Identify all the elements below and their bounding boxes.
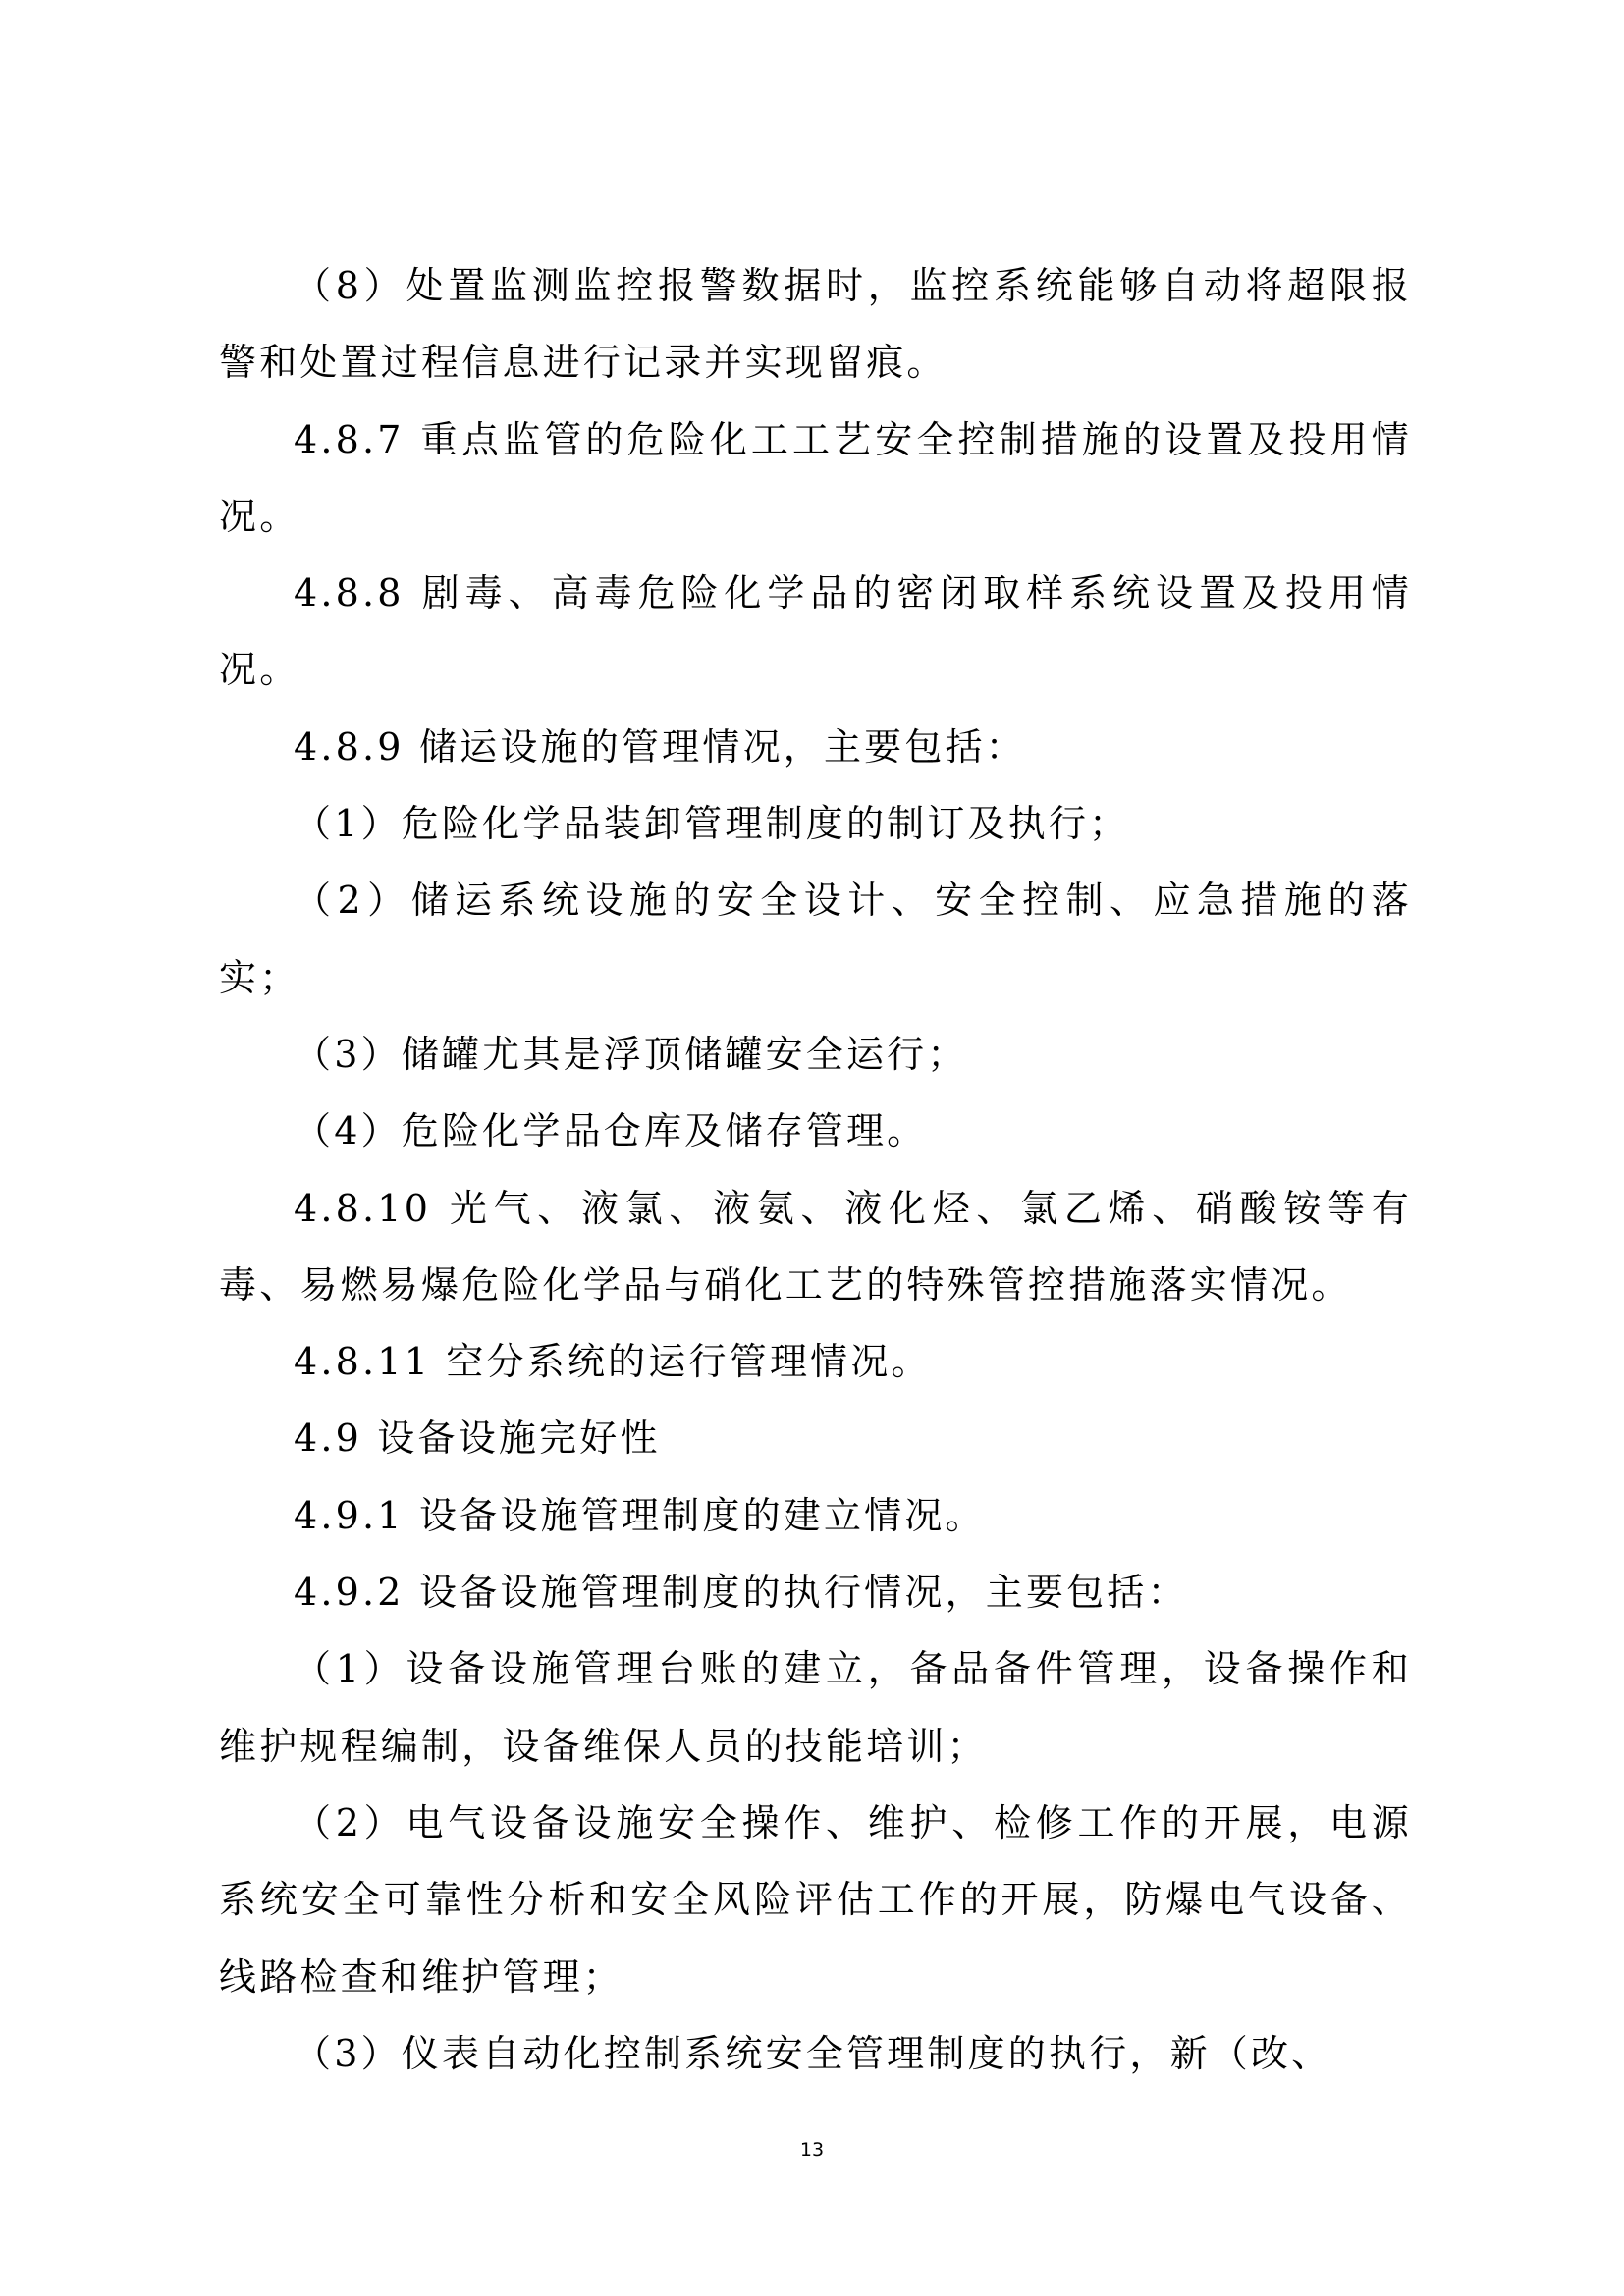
paragraph-4-9-2: 4.9.2 设备设施管理制度的执行情况，主要包括： [294,1571,1188,1615]
page-number: 13 [799,2139,825,2161]
paragraph-4-9-1: 4.9.1 设备设施管理制度的建立情况。 [294,1493,986,1537]
paragraph-4-9-2-item-1: （1）设备设施管理台账的建立，备品备件管理，设备操作和维护规程编制，设备维保人员的技能培训； [219,1647,1412,1768]
paragraph-4-8-8: 4.8.8 剧毒、高毒危险化学品的密闭取样系统设置及投用情况。 [219,571,1412,692]
paragraph-4-8-7: 4.8.7 重点监管的危险化工工艺安全控制措施的设置及投用情况。 [219,417,1412,538]
section-heading-4-9: 4.9 设备设施完好性 [294,1416,661,1461]
paragraph-4-8-9-item-1: （1）危险化学品装卸管理制度的制订及执行； [294,802,1130,846]
paragraph-4-8-9-item-2: （2）储运系统设施的安全设计、安全控制、应急措施的落实； [219,879,1412,999]
paragraph-4-8-9: 4.8.9 储运设施的管理情况，主要包括： [294,724,1026,769]
paragraph-4-8-11: 4.8.11 空分系统的运行管理情况。 [294,1340,932,1384]
paragraph-4-8-9-item-3: （3）储罐尤其是浮顶储罐安全运行； [294,1032,968,1076]
paragraph-4-9-2-item-2: （2）电气设备设施安全操作、维护、检修工作的开展，电源系统安全可靠性分析和安全风险评估工作的开展，防爆电气设备、线路检查和维护管理； [219,1800,1412,1999]
paragraph-4-8-10: 4.8.10 光气、液氯、液氨、液化烃、氯乙烯、硝酸铵等有毒、易燃易爆危险化学品与硝化工艺的特殊管控措施落实情况。 [219,1186,1412,1307]
paragraph-8-alarm-data: （8）处置监测监控报警数据时，监控系统能够自动将超限报警和处置过程信息进行记录并实现留痕。 [219,264,1412,385]
paragraph-4-8-9-item-4: （4）危险化学品仓库及储存管理。 [294,1109,928,1153]
document-body [219,247,1412,2092]
paragraph-4-9-2-item-3: （3）仪表自动化控制系统安全管理制度的执行，新（改、 [294,2031,1332,2075]
